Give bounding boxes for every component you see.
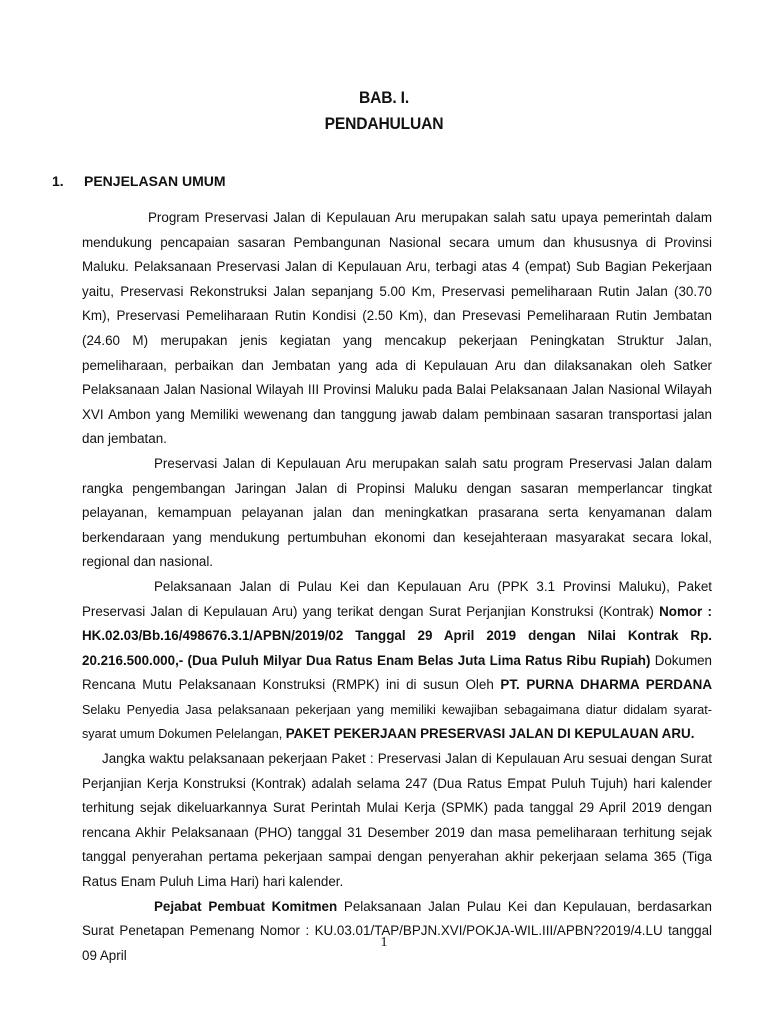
section-title: PENJELASAN UMUM xyxy=(84,173,226,189)
section-heading xyxy=(52,173,226,189)
contract-number: Nomor : HK.02.03/Bb.16/498676.3.1/APBN/2019/02 Tanggal 29 April 2019 dengan Nilai Kontrak Rp. 20.216.500.000,- (Dua Puluh Milyar Dua Ratus Enam Belas Juta Lima Ratus Ribu Rupiah) xyxy=(82,603,713,668)
paragraph-3-part-e: Selaku Penyedia Jasa pelaksanaan pekerjaan yang memiliki kewajiban sebagaimana diatur didalam syarat-syarat umum Dokumen Pelelangan, xyxy=(82,702,712,742)
paragraph-3 xyxy=(82,575,712,747)
company-name: PT. PURNA DHARMA PERDANA xyxy=(500,677,712,693)
paragraph-4: Jangka waktu pelaksanaan pekerjaan Paket : Preservasi Jalan di Kepulauan Aru sesuai dengan Surat Perjanjian Kerja Konstruksi (Kontrak) adalah selama 247 (Dua Ratus Empat Puluh Tujuh) hari kalender terhitung sejak dikeluarkannya Surat Perintah Mulai Kerja (SPMK) pada tanggal 29 April 2019 dengan rencana Akhir Pelaksanaan (PHO) tanggal 31 Desember 2019 dan masa pemeliharaan terhitung sejak tanggal penyerahan pertama pekerjaan sampai dengan penyerahan akhir pekerjaan selama 365 (Tiga Ratus Enam Puluh Lima Hari) hari kalender. xyxy=(82,751,712,890)
paragraph-1: Program Preservasi Jalan di Kepulauan Aru merupakan salah satu upaya pemerintah dalam mendukung pencapaian sasaran Pembangunan Nasional secara umum dan khususnya di Provinsi Maluku. Pelaksanaan Preservasi Jalan di Kepulauan Aru, terbagi atas 4 (empat) Sub Bagian Pekerjaan yaitu, Preservasi Rekonstruksi Jalan sepanjang 5.00 Km, Preservasi pemeliharaan Rutin Jalan (30.70 Km), Preservasi Pemeliharaan Rutin Kondisi (2.50 Km), dan Presevasi Pemeliharaan Rutin Jembatan (24.60 M) merupakan jenis kegiatan yang mencakup pekerjaan Peningkatan Struktur Jalan, pemeliharaan, perbaikan dan Jembatan yang ada di Kepulauan Aru dan dilaksanakan oleh Satker Pelaksanaan Jalan Nasional Wilayah III Provinsi Maluku pada Balai Pelaksanaan Jalan Nasional Wilayah XVI Ambon yang Memiliki wewenang dan tanggung jawab dalam pembinaan sasaran transportasi jalan dan jembatan. xyxy=(82,210,712,447)
paragraph-3-part-c: Dokumen Rencana Mutu Pelaksanaan Konstruksi (RMPK) ini di susun Oleh xyxy=(82,652,713,693)
paragraph-5-part-b: Pelaksanaan Jalan Pulau Kei dan Kepulauan, berdasarkan Surat Penetapan Pemenang Nomor : KU.03.01/TAP/BPJN.XVI/POKJA-WIL.III/APBN?2019/4.LU tanggal 09 April xyxy=(82,898,712,963)
chapter-title: PENDAHULUAN xyxy=(324,114,444,133)
paragraph-5 xyxy=(82,895,712,969)
page-number: 1 xyxy=(380,935,388,950)
package-name: PAKET PEKERJAAN PRESERVASI JALAN DI KEPULAUAN ARU. xyxy=(285,726,695,742)
chapter-number: BAB. I. xyxy=(359,88,409,107)
section-number: 1. xyxy=(52,173,64,189)
official-title: Pejabat Pembuat Komitmen xyxy=(154,898,338,914)
paragraph-3-part-a: Pelaksanaan Jalan di Pulau Kei dan Kepulauan Aru (PPK 3.1 Provinsi Maluku), Paket Preservasi Jalan di Kepulauan Aru) yang terikat dengan Surat Perjanjian Konstruksi (Kontrak) xyxy=(82,578,712,619)
body-text xyxy=(82,206,712,968)
paragraph-2: Preservasi Jalan di Kepulauan Aru merupakan salah satu program Preservasi Jalan dalam rangka pengembangan Jaringan Jalan di Propinsi Maluku dengan sasaran memperlancar tingkat pelayanan, kemampuan pelayanan jalan dan meningkatkan prasarana serta kenyamanan dalam berkendaraan yang mendukung pertumbuhan ekonomi dan kesejahteraan masyarakat secara lokal, regional dan nasional. xyxy=(82,455,712,570)
